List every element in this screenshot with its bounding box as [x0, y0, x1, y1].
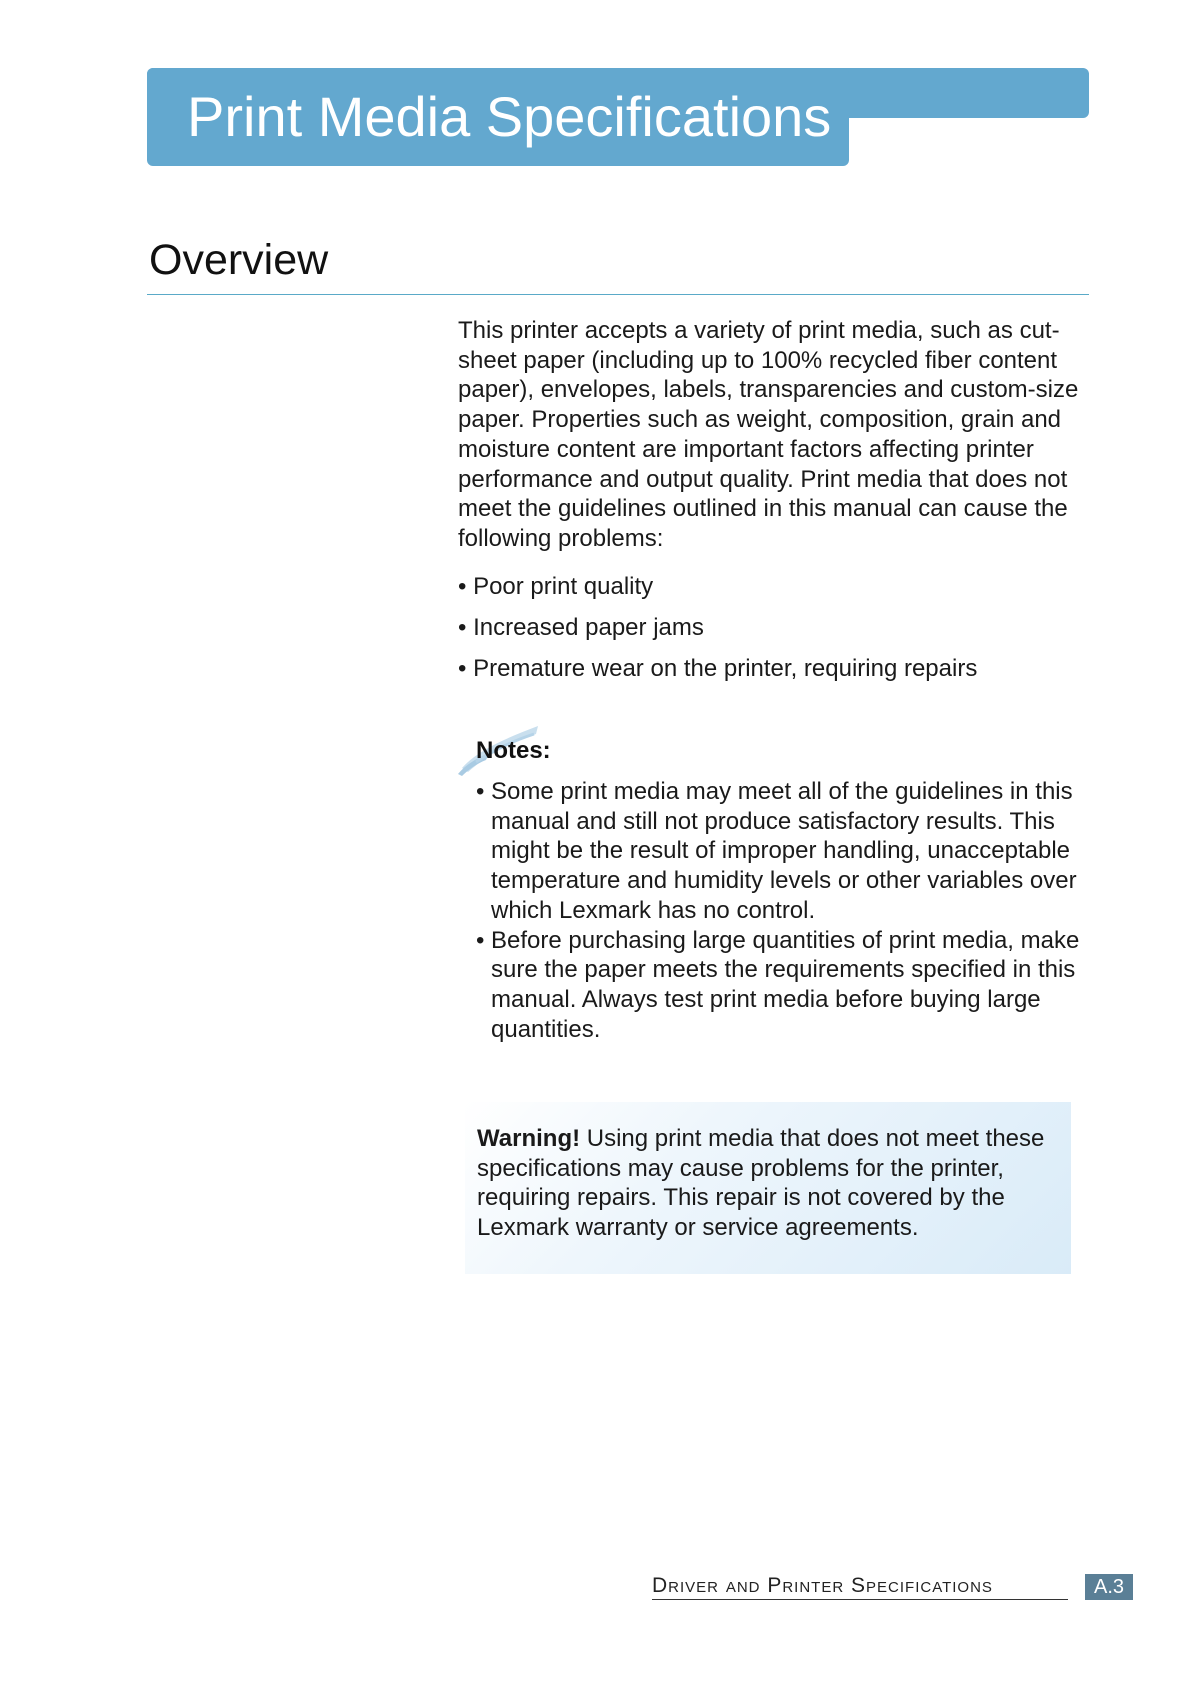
note-item: • Some print media may meet all of the guidelines in this manual and still not produce satisfactory results. This might be the result of improper handling, unacceptable temperature and humidity levels or other variables over which Lexmark has no control. [476, 777, 1096, 926]
problem-list [458, 572, 977, 695]
title-banner [147, 68, 1089, 166]
intro-paragraph: This printer accepts a variety of print media, such as cut-sheet paper (including up to 100% recycled fiber content paper), envelopes, labels, transparencies and custom-size paper. Properties such as weight, composition, grain and moisture content are important factors affecting printer performance and output quality. Print media that does not meet the guidelines outlined in this manual can cause the following problems: [458, 317, 1079, 552]
warning-text [477, 1124, 1062, 1243]
list-item: • Premature wear on the printer, requiring repairs [458, 655, 978, 682]
page-number-badge: A.3 [1085, 1574, 1133, 1600]
page-title: Print Media Specifications [187, 85, 832, 148]
warning-box [465, 1102, 1071, 1274]
section-heading: Overview [149, 236, 329, 284]
section-divider [147, 294, 1089, 295]
note-item: • Before purchasing large quantities of print media, make sure the paper meets the requirements specified in this manual. Always test print media before buying large quantities. [476, 926, 1096, 1045]
warning-label: Warning! [477, 1125, 581, 1152]
footer-section-title: Driver and Printer Specifications [652, 1573, 1068, 1600]
notes-list [476, 777, 1096, 1044]
warning-message: Using print media that does not meet these specifications may cause problems for the printer, requiring repairs. This repair is not covered by the Lexmark warranty or service agreements. [477, 1125, 1045, 1242]
list-item: • Poor print quality [458, 573, 654, 600]
notes-label: Notes: [476, 737, 551, 764]
list-item: • Increased paper jams [458, 614, 704, 641]
